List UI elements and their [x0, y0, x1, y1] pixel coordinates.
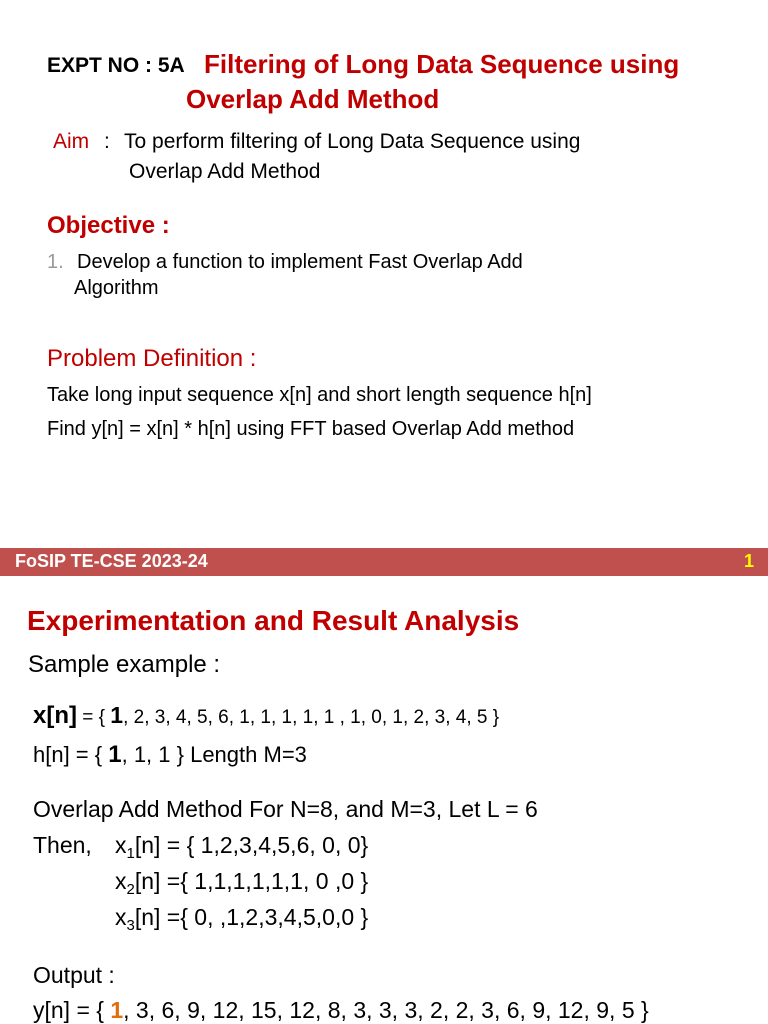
- objective-number: 1.: [47, 251, 64, 273]
- h-sequence-values: , 1, 1 } Length M=3: [121, 742, 307, 767]
- x2-block: $x_2[n]$ ={ 1,1,1,1,1,1, 0 ,0 }: [115, 868, 369, 899]
- x-sequence-label: x[n]: [33, 702, 77, 729]
- output-label: Output :: [33, 962, 115, 988]
- h-sequence-label: h[n] = {: [33, 742, 109, 767]
- objective-text-line1: Develop a function to implement Fast Overlap Add: [77, 251, 523, 273]
- problem-text-line1: Take long input sequence x[n] and short length sequence h[n]: [47, 384, 592, 406]
- x3-block-values: [n] ={ 0, ,1,2,3,4,5,0,0 }: [134, 904, 369, 930]
- x2-subscript: 2: [126, 881, 135, 899]
- y-sequence-values: , 3, 6, 9, 12, 15, 12, 8, 3, 3, 3, 2, 2, 3, 6, 9, 12, 9, 5 }: [123, 997, 649, 1023]
- sample-example-label: Sample example :: [28, 651, 221, 678]
- x-first-sample: 1: [110, 702, 124, 728]
- objective-text-line2: Algorithm: [74, 277, 159, 299]
- x2-block-values: [n] ={ 1,1,1,1,1,1, 0 ,0 }: [134, 868, 369, 894]
- problem-text-line2: Find y[n] = x[n] * h[n] using FFT based Overlap Add method: [47, 418, 575, 440]
- footer-page-number: 1: [743, 551, 754, 571]
- x-sequence: [33, 702, 499, 730]
- x-sequence-values: , 2, 3, 4, 5, 6, 1, 1, 1, 1, 1 , 1, 0, 1, 2, 3, 4, 5 }: [123, 707, 500, 728]
- slide-2: [0, 576, 768, 1024]
- expt-label: EXPT NO : 5A: [47, 54, 185, 77]
- aim-text-line2: Overlap Add Method: [129, 160, 321, 183]
- h-first-sample: 1: [108, 741, 122, 768]
- y-sequence: [33, 997, 649, 1024]
- aim-text-line1: To perform filtering of Long Data Sequence using: [124, 130, 581, 153]
- slide-footer: [0, 548, 768, 576]
- problem-heading: Problem Definition :: [47, 345, 257, 372]
- objective-heading: Objective :: [47, 212, 170, 239]
- slide-title-line2: Overlap Add Method: [186, 84, 440, 114]
- aim-separator: :: [104, 130, 110, 153]
- slide-title-line1: Filtering of Long Data Sequence using: [204, 49, 680, 79]
- y-first-sample: 1: [110, 997, 124, 1023]
- aim-label: Aim: [53, 130, 90, 153]
- x1-block-values: [n] = { 1,2,3,4,5,6, 0, 0}: [134, 832, 369, 858]
- section-heading: Experimentation and Result Analysis: [27, 605, 520, 636]
- method-line: Overlap Add Method For N=8, and M=3, Let L = 6: [33, 796, 538, 822]
- x1-subscript: 1: [126, 845, 135, 863]
- x-sequence-open: = {: [77, 707, 111, 728]
- x1-block: $x_1[n]$ = { 1,2,3,4,5,6, 0, 0}: [115, 832, 369, 863]
- x3-subscript: 3: [126, 917, 135, 935]
- x3-block: $x_3[n]$ ={ 0, ,1,2,3,4,5,0,0 }: [115, 904, 369, 935]
- h-sequence: [33, 741, 307, 769]
- y-sequence-label: y[n] = {: [33, 997, 111, 1023]
- footer-course-label: FoSIP TE-CSE 2023-24: [15, 551, 208, 571]
- then-label: Then,: [33, 832, 92, 858]
